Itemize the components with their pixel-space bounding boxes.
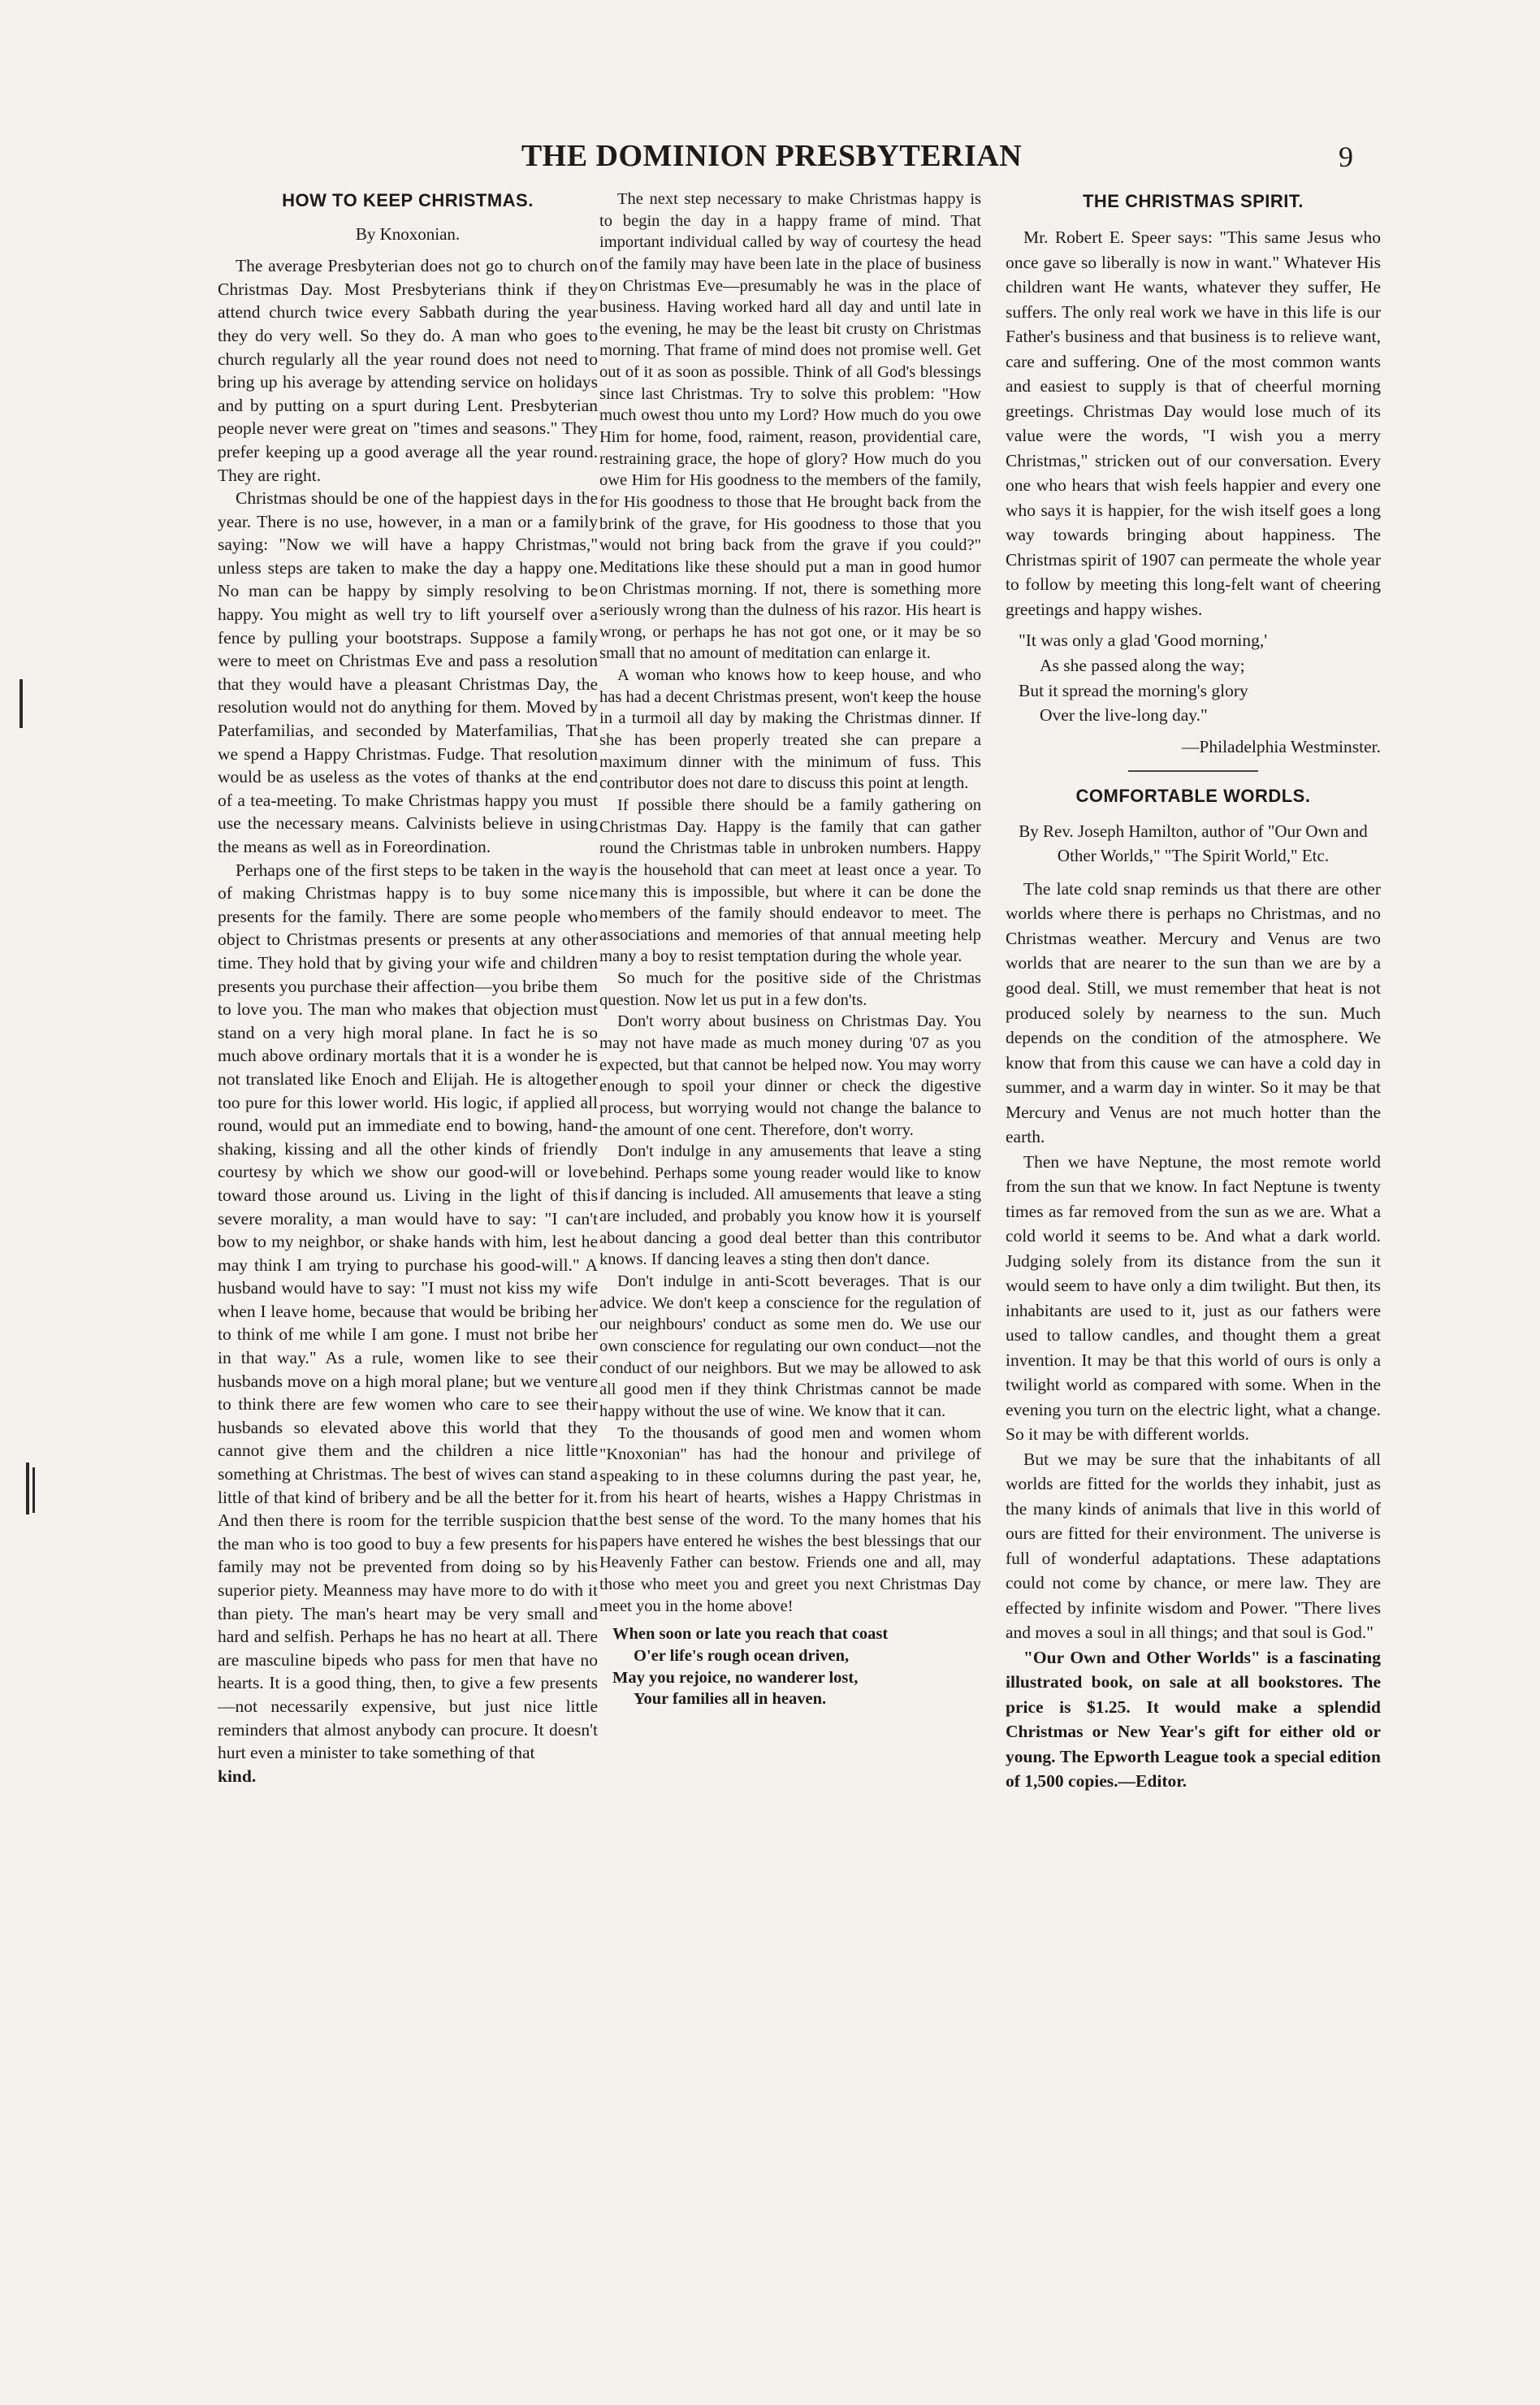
paragraph: Mr. Robert E. Speer says: "This same Jesus who once gave so liberally is now in want." Whatever His children want He wants, whatever they suffer, He suffers. The only real work we have in this life is our Father's business and that business is to relieve want, care and suffering. One of the most common wants and easiest to supply is that of cheerful morning greetings. Christmas Day would lose much of its value were the words, "I wish you a merry Christmas," stricken out of our conversation. Every one who hears that wish feels happier and every one who says it is happier, for the wish itself goes a long way towards bringing about happiness. The Christmas spirit of 1907 can permeate the whole year to follow by meeting this long-felt want of cheering greetings and happy wishes. xyxy=(1006,228,1381,619)
paragraph: Don't indulge in any amusements that leave a sting behind. Perhaps some young reader would like to know if dancing is included. All amusements that leave a sting are included, and probably you know how it is yourself about dancing a good deal better than this contributor knows. If dancing leaves a sting then don't dance. xyxy=(599,1142,981,1269)
margin-mark-2 xyxy=(26,1462,29,1514)
page-number: 9 xyxy=(1339,141,1353,173)
poem-credit: —Philadelphia Westminster. xyxy=(1181,736,1381,756)
paragraph: So much for the positive side of the Christmas question. Now let us put in a few don'ts. xyxy=(599,969,981,1009)
paragraph: The late cold snap reminds us that there are other worlds where there is perhaps no Christmas, and no Christmas weather. Mercury and Venus are two worlds that are nearer to the sun than we are by a good deal. Still, we must remember that heat is not produced solely by nearness to the sun. Much depends on the condition of the atmosphere. We know that from this cause we can have a cold day in summer, and a warm day in winter. So it may be that Mercury and Venus are not much hotter than the earth. xyxy=(1006,878,1381,1147)
verse-line: May you rejoice, no wanderer lost, xyxy=(612,1668,859,1687)
article-heading: COMFORTABLE WORDLS. xyxy=(1075,786,1311,807)
article-heading: HOW TO KEEP CHRISTMAS. xyxy=(282,190,534,210)
paragraph: Don't worry about business on Christmas Day. You may not have made as much money during '07 as you expected, but that cannot be helped now. You may worry enough to spoil your dinner or check the digestive process, but worrying would not change the balance to the amount of one cent. Therefore, don't worry. xyxy=(599,1012,981,1139)
closing-verse xyxy=(599,1623,981,1710)
paragraph: The average Presbyterian does not go to church on Christmas Day. Most Presbyterians think if they attend church twice every Sabbath during the year they do very well. So they do. A man who goes to church regularly all the year round does not need to bring up his average by attending service on holidays and by putting on a spurt during Lent. Presbyterian people never were great on "times and seasons." They prefer keeping up a good average all the year round. They are right. xyxy=(218,256,598,485)
paragraph: Then we have Neptune, the most remote world from the sun that we know. In fact Neptune is twenty times as far removed from the sun as we are. What a cold world it seems to be. And what a dark world. Judging solely from its distance from the sun it would seem to have only a dim twilight. But then, its inhabitants are used to it, just as our fathers were used to tallow candles, and thought them a great invention. It may be that this world of ours is only a twilight world as compared with some. When in the evening you turn on the electric light, what a change. So it may be with different worlds. xyxy=(1006,1151,1381,1445)
margin-mark-3 xyxy=(32,1467,35,1513)
column-2 xyxy=(599,188,981,2244)
article-byline: By Rev. Joseph Hamilton, author of "Our Own and Other Worlds," "The Spirit World," Etc. xyxy=(1019,821,1368,866)
paragraph: But we may be sure that the inhabitants of all worlds are fitted for the worlds they inhabit, just as the many kinds of animals that live in this world of ours are fitted for their environment. The universe is full of wonderful adaptations. These adaptations could not come by chance, or mere law. They are effected by infinite wisdom and Power. "There lives and moves a soul in all things; and that soul is God." xyxy=(1006,1449,1381,1643)
section-divider xyxy=(1128,770,1258,772)
verse-line: O'er life's rough ocean driven, xyxy=(634,1646,850,1665)
verse-line: When soon or late you reach that coast xyxy=(612,1625,889,1644)
margin-mark-1 xyxy=(19,679,23,728)
article-byline: By Knoxonian. xyxy=(355,224,461,245)
verse-line: Your families all in heaven. xyxy=(634,1690,827,1709)
masthead-title: THE DOMINION PRESBYTERIAN xyxy=(521,139,1023,173)
verse-line: But it spread the morning's glory xyxy=(1019,680,1248,700)
paragraph-end: kind. xyxy=(218,1766,257,1786)
column-1 xyxy=(218,188,598,2244)
paragraph: Christmas should be one of the happiest days in the year. There is no use, however, in a man or a family saying: "Now we will have a happy Christmas," unless steps are taken to make the day a happy one. No man can be happy by simply resolving to be happy. You might as well try to lift yourself over a fence by pulling your bootstraps. Suppose a family were to meet on Christmas Eve and pass a resolution that they would have a pleasant Christmas Day, the resolution would not do anything for them. Moved by Paterfamilias, and seconded by Materfamilias, That we spend a Happy Christmas. Fudge. That resolution would be as useless as the votes of thanks at the end of a tea-meeting. To make Christmas happy you must use the necessary means. Calvinists believe in using the means as well as in Foreordination. xyxy=(218,488,598,857)
poem-excerpt xyxy=(1006,628,1381,727)
paragraph: To the thousands of good men and women whom "Knoxonian" has had the honour and privilege of speaking to in these columns during the past year, he, from his heart of hearts, wishes a Happy Christmas in the best sense of the word. To the many homes that his papers have entered he wishes the best blessings that our Heavenly Father can bestow. Friends one and all, may those who meet you and greet you next Christmas Day meet you in the home above! xyxy=(599,1424,981,1615)
article-heading: THE CHRISTMAS SPIRIT. xyxy=(1082,191,1304,211)
verse-line: "It was only a glad 'Good morning,' xyxy=(1019,630,1268,651)
paragraph: Perhaps one of the first steps to be taken in the way of making Christmas happy is to buy some nice presents for the family. There are some people who object to Christmas presents or presents at any other time. They hold that by giving your wife and children presents you purchase their affection—you bribe them to love you. The man who makes that objection must stand on a very high moral plane. In fact he is so much above ordinary mortals that it is a wonder he is not translated like Enoch and Elijah. He is altogether too pure for this lower world. His logic, if applied all round, would put an immediate end to bowing, hand-shaking, kissing and all the other kinds of friendly courtesy by which we show our good-will or love toward those around us. Living in the light of this severe morality, a man would have to say: "I can't bow to my neighbor, or shake hands with him, lest he may think I am trying to purchase his good-will." A husband would have to say: "I must not kiss my wife when I leave home, because that would be bribing her to think of me while I am gone. I must not bribe her in that way." As a rule, women like to see their husbands move on a high moral plane; but we venture to think there are few women who care to see their husbands so elevated above this world that they cannot give them and the children a nice little something at Christmas. The best of wives can stand a little of that kind of bribery and be all the better for it. And then there is room for the terrible suspicion that the man who is too good to buy a few presents for his family may not be prevented from doing so by his superior piety. Meanness may have more to do with it than piety. The man's heart may be very small and hard and selfish. Perhaps he has no heart at all. There are masculine bipeds who pass for men that have no hearts. It is a good thing, then, to give a few presents—not necessarily expensive, but just nice little reminders that almost anybody can procure. It doesn't hurt even a minister to take something of that xyxy=(218,860,598,1763)
paragraph: The next step necessary to make Christmas happy is to begin the day in a happy frame of mind. That important individual called by way of courtesy the head of the family may have been late in the place of business on Christmas Eve—presumably he was in the place of business. Having worked hard all day and until late in the evening, he may be the least bit crusty on Christmas morning. That frame of mind does not promise well. Get out of it as soon as possible. Think of all God's blessings since last Christmas. Try to solve this problem: "How much owest thou unto my Lord? How much do you owe Him for home, food, raiment, reason, providential care, restraining grace, the hope of glory? How much do you owe Him for His goodness to the members of the family, for His goodness to those that He brought back from the brink of the grave, for His goodness to those that you would not bring back from the grave if you could?" Meditations like these should put a man in good humor on Christmas morning. If not, there is something more seriously wrong than the dulness of his razor. His heart is wrong, or perhaps he has not got one, or it may be so small that no amount of meditation can enlarge it. xyxy=(599,190,981,663)
column-3 xyxy=(1006,188,1381,2244)
paragraph: If possible there should be a family gathering on Christmas Day. Happy is the family that can gather round the Christmas table in unbroken numbers. Happy is the household that can meet at least once a year. To many this is impossible, but where it can be done the members of the family should endeavor to meet. The associations and memories of that annual meeting help many a boy to resist temptation during the whole year. xyxy=(599,795,981,966)
paragraph: Don't indulge in anti-Scott beverages. That is our advice. We don't keep a conscience for the regulation of our neighbours' conduct as some men do. We use our own conscience for regulating our own conduct—not the conduct of our neighbors. But we may be allowed to ask all good men if they think Christmas cannot be made happy without the use of wine. We know that it can. xyxy=(599,1272,981,1420)
paragraph: A woman who knows how to keep house, and who has had a decent Christmas present, won't keep the house in a turmoil all day by making the Christmas dinner. If she has been properly treated she can prepare a maximum dinner with the minimum of fuss. This contributor does not dare to discuss this point at length. xyxy=(599,666,981,793)
verse-line: As she passed along the way; xyxy=(1040,656,1245,675)
verse-line: Over the live-long day." xyxy=(1040,705,1208,726)
paragraph: "Our Own and Other Worlds" is a fascinating illustrated book, on sale at all bookstores. The price is $1.25. It would make a splendid Christmas or New Year's gift for either old or young. The Epworth League took a special edition of 1,500 copies.—Editor. xyxy=(1006,1647,1381,1792)
